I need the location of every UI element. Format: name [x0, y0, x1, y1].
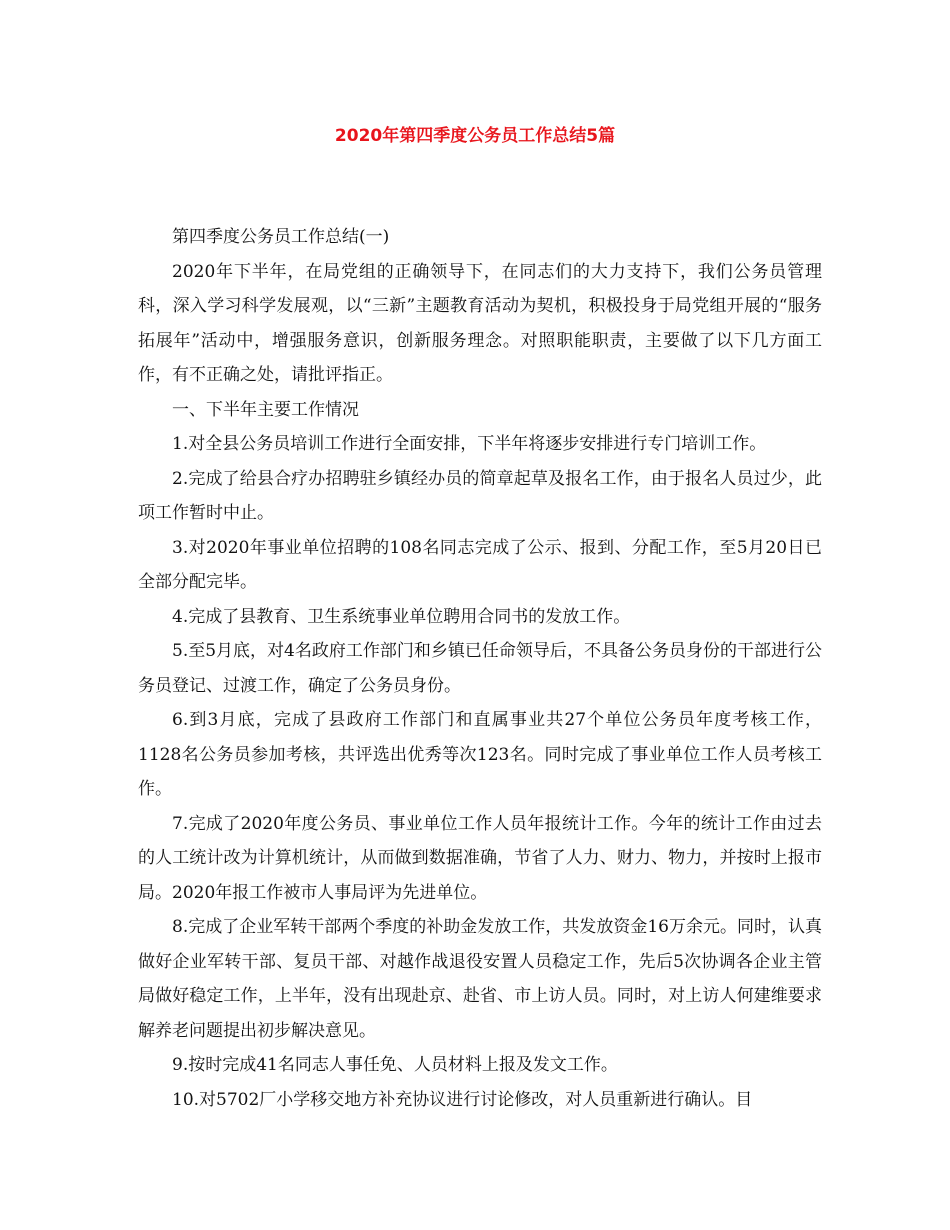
list-item: 6.到3月底，完成了县政府工作部门和直属事业共27个单位公务员年度考核工作，1128名公务员参加考核，共评选出优秀等次123名。同时完成了事业单位工作人员考核工作。 [138, 710, 822, 799]
list-item: 9.按时完成41名同志人事任免、人员材料上报及发文工作。 [172, 1055, 618, 1075]
list-item: 1.对全县公务员培训工作进行全面安排，下半年将逐步安排进行专门培训工作。 [172, 434, 767, 454]
list-item: 2.完成了给县合疗办招聘驻乡镇经办员的简章起草及报名工作，由于报名人员过少，此项工作暂时中止。 [138, 468, 822, 523]
intro-paragraph: 2020年下半年，在局党组的正确领导下，在同志们的大力支持下，我们公务员管理科，深入学习科学发展观，以“三新”主题教育活动为契机，积极投身于局党组开展的“服务拓展年”活动中，增强服务意识，创新服务理念。对照职能职责，主要做了以下几方面工作，有不正确之处，请批评指正。 [138, 261, 822, 385]
list-item: 10.对5702厂小学移交地方补充协议进行讨论修改，对人员重新进行确认。目 [172, 1089, 753, 1110]
subsection-heading: 一、下半年主要工作情况 [172, 399, 359, 420]
list-item: 8.完成了企业军转干部两个季度的补助金发放工作，共发放资金16万余元。同时，认真做好企业军转干部、复员干部、对越作战退役安置人员稳定工作，先后5次协调各企业主管局做好稳定工作，上半年，没有出现赴京、赴省、市上访人员。同时，对上访人何建维要求解养老问题提出初步解决意见。 [138, 917, 822, 1041]
document-title: 2020年第四季度公务员工作总结5篇 [334, 126, 616, 146]
document-body [138, 220, 822, 1117]
list-item: 5.至5月底，对4名政府工作部门和乡镇已任命领导后，不具备公务员身份的干部进行公务员登记、过渡工作，确定了公务员身份。 [138, 641, 822, 696]
section-heading: 第四季度公务员工作总结(一) [172, 227, 390, 247]
list-item: 3.对2020年事业单位招聘的108名同志完成了公示、报到、分配工作，至5月20日已全部分配完毕。 [138, 537, 822, 592]
list-item: 7.完成了2020年度公务员、事业单位工作人员年报统计工作。今年的统计工作由过去的人工统计改为计算机统计，从而做到数据准确，节省了人力、财力、物力，并按时上报市局。2020年报工作被市人事局评为先进单位。 [138, 813, 822, 903]
list-item: 4.完成了县教育、卫生系统事业单位聘用合同书的发放工作。 [172, 606, 631, 627]
